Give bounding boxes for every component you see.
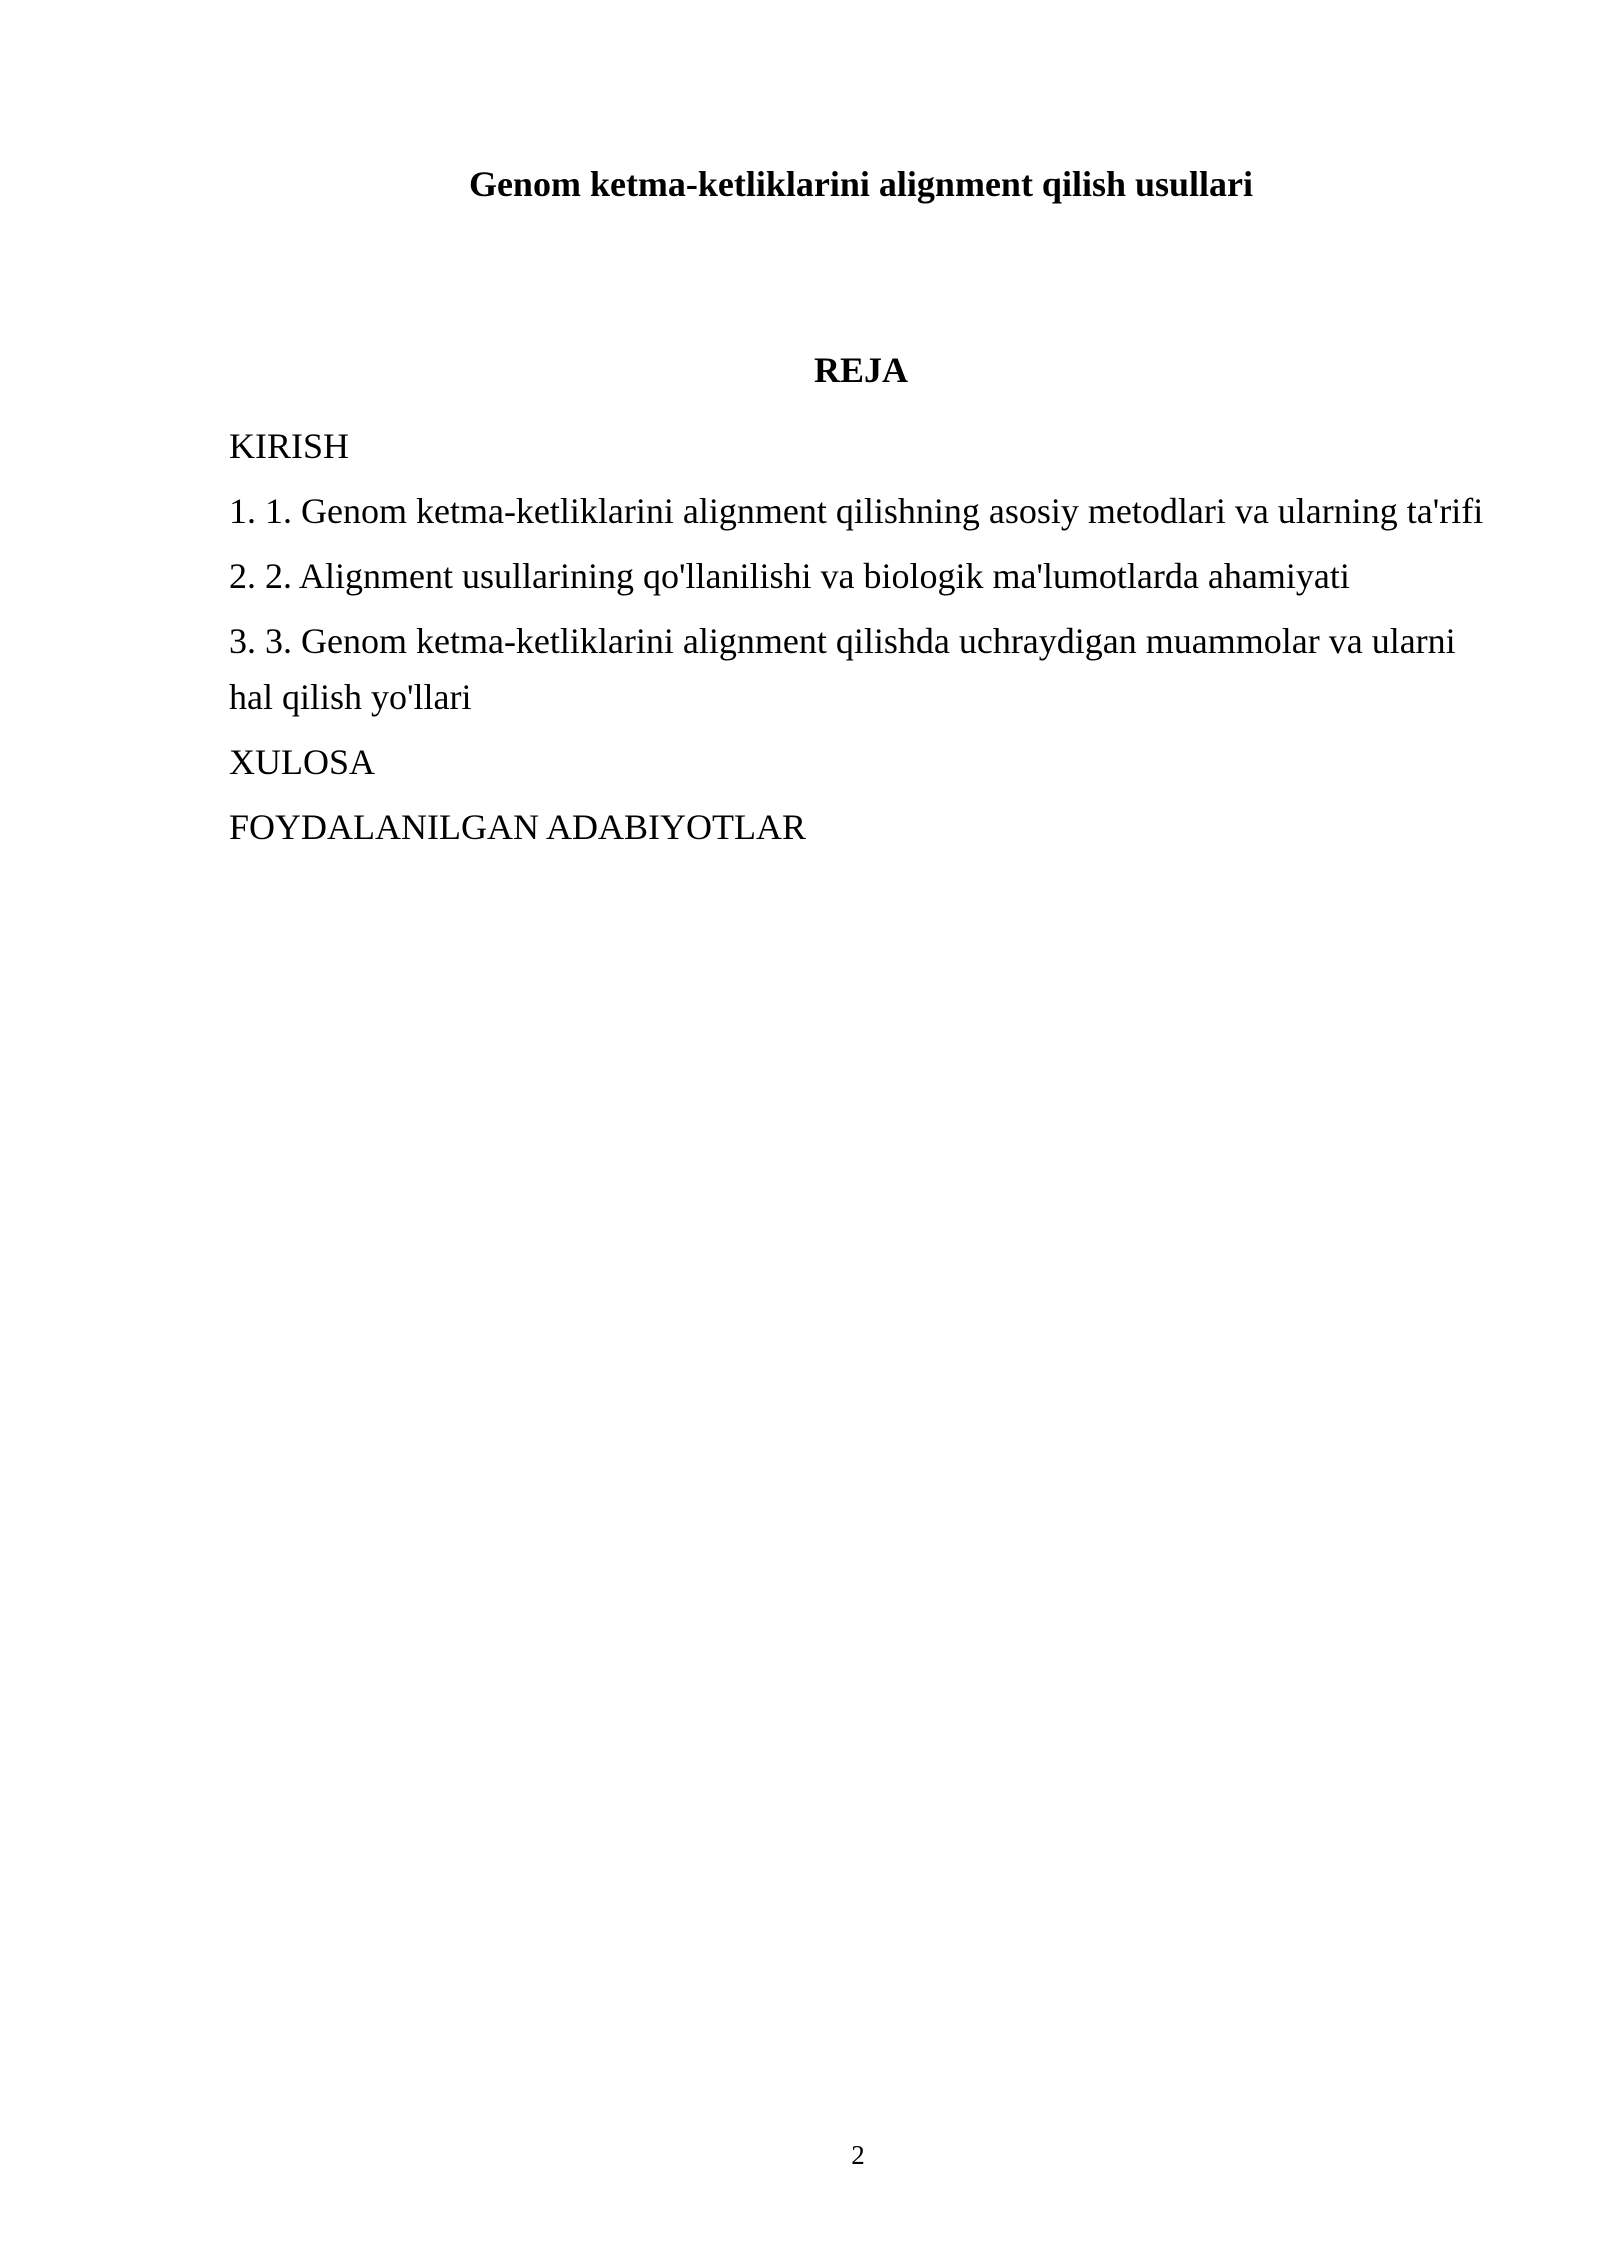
plan-item-conclusion: XULOSA [229, 742, 376, 782]
plan-list [229, 418, 1493, 864]
document-title: Genom ketma-ketliklarini alignment qilish usullari [468, 164, 1254, 204]
plan-item-references: FOYDALANILGAN ADABIYOTLAR [229, 807, 806, 847]
plan-heading: REJA [813, 350, 908, 390]
page-number: 2 [851, 2140, 865, 2170]
plan-item-section-1: 1. 1. Genom ketma-ketliklarini alignment qilishning asosiy metodlari va ularning ta'rifi [229, 491, 1484, 531]
plan-item-section-2: 2. 2. Alignment usullarining qo'llanilishi va biologik ma'lumotlarda ahamiyati [229, 556, 1350, 596]
plan-item-introduction: KIRISH [229, 426, 350, 466]
plan-item-section-3: 3. 3. Genom ketma-ketliklarini alignment qilishda uchraydigan muammolar va ularni hal qilish yo'llari [229, 621, 1456, 717]
